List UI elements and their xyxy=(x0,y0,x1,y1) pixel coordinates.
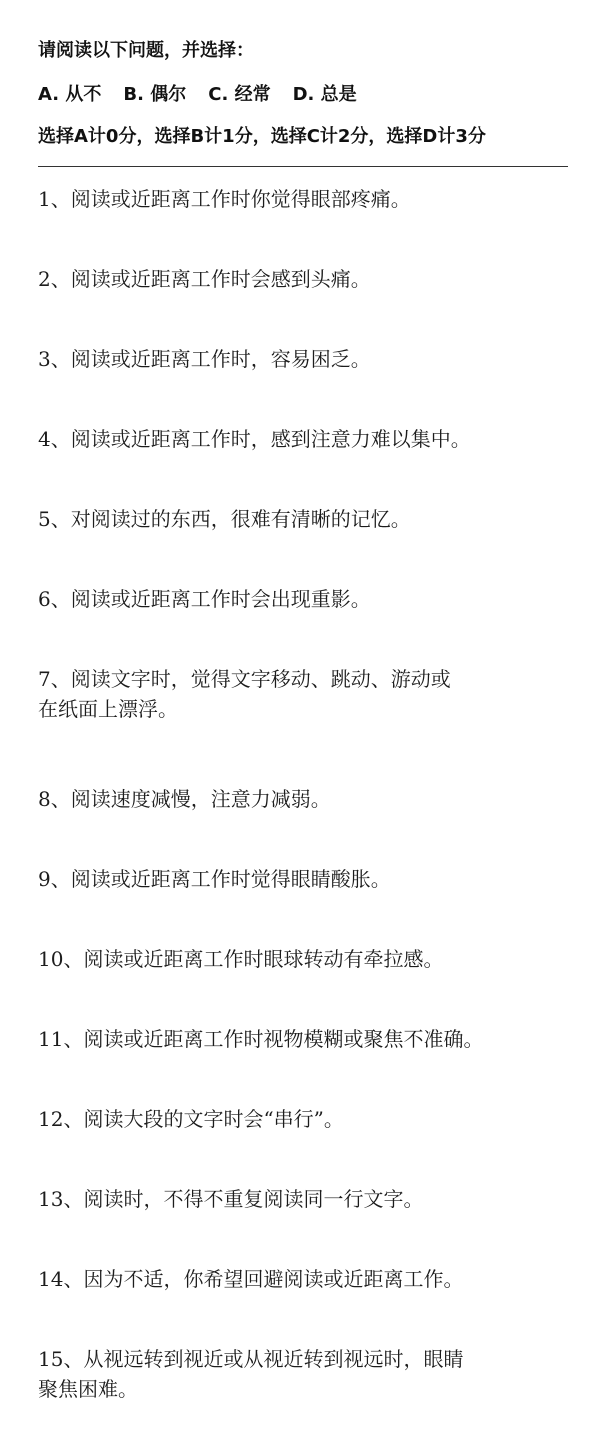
option-b xyxy=(123,80,186,106)
question-item: 3、阅读或近距离工作时，容易困乏。 xyxy=(38,347,371,371)
question-item: 9、阅读或近距离工作时觉得眼睛酸胀。 xyxy=(38,867,391,891)
question-item: 4、阅读或近距离工作时，感到注意力难以集中。 xyxy=(38,427,471,451)
question-item: 14、因为不适，你希望回避阅读或近距离工作。 xyxy=(38,1267,464,1291)
question-line: 在纸面上漂浮。 xyxy=(38,697,178,721)
question-item: 2、阅读或近距离工作时会感到头痛。 xyxy=(38,267,371,291)
option-a xyxy=(38,80,101,106)
question-line: 聚焦困难。 xyxy=(38,1377,138,1401)
question-item xyxy=(38,664,451,724)
question-item: 6、阅读或近距离工作时会出现重影。 xyxy=(38,587,371,611)
option-c xyxy=(208,80,270,106)
instruction-text: 请阅读以下问题，并选择： xyxy=(38,40,254,61)
question-line: 15、从视远转到视近或从视近转到视远时，眼睛 xyxy=(38,1347,464,1371)
option-d xyxy=(293,80,357,106)
option-d-label: 总是 xyxy=(320,84,357,105)
question-item: 8、阅读速度减慢，注意力减弱。 xyxy=(38,787,331,811)
question-item: 10、阅读或近距离工作时眼球转动有牵拉感。 xyxy=(38,947,444,971)
answer-options xyxy=(38,80,379,106)
option-a-label: 从不 xyxy=(65,84,102,105)
option-c-letter: C. xyxy=(208,84,229,105)
option-c-label: 经常 xyxy=(234,84,271,105)
question-item: 5、对阅读过的东西，很难有清晰的记忆。 xyxy=(38,507,411,531)
question-item xyxy=(38,1344,463,1404)
option-b-label: 偶尔 xyxy=(150,84,187,105)
question-item: 12、阅读大段的文字时会“串行”。 xyxy=(38,1107,344,1131)
option-a-letter: A. xyxy=(38,84,60,105)
divider xyxy=(38,166,568,167)
option-d-letter: D. xyxy=(292,84,315,105)
question-item: 11、阅读或近距离工作时视物模糊或聚焦不准确。 xyxy=(38,1027,484,1051)
question-item: 1、阅读或近距离工作时你觉得眼部疼痛。 xyxy=(38,187,411,211)
option-b-letter: B. xyxy=(123,84,144,105)
scoring-rule: 选择A计0分，选择B计1分，选择C计2分，选择D计3分 xyxy=(38,126,486,147)
question-line: 7、阅读文字时，觉得文字移动、跳动、游动或 xyxy=(38,667,451,691)
question-item: 13、阅读时，不得不重复阅读同一行文字。 xyxy=(38,1187,424,1211)
